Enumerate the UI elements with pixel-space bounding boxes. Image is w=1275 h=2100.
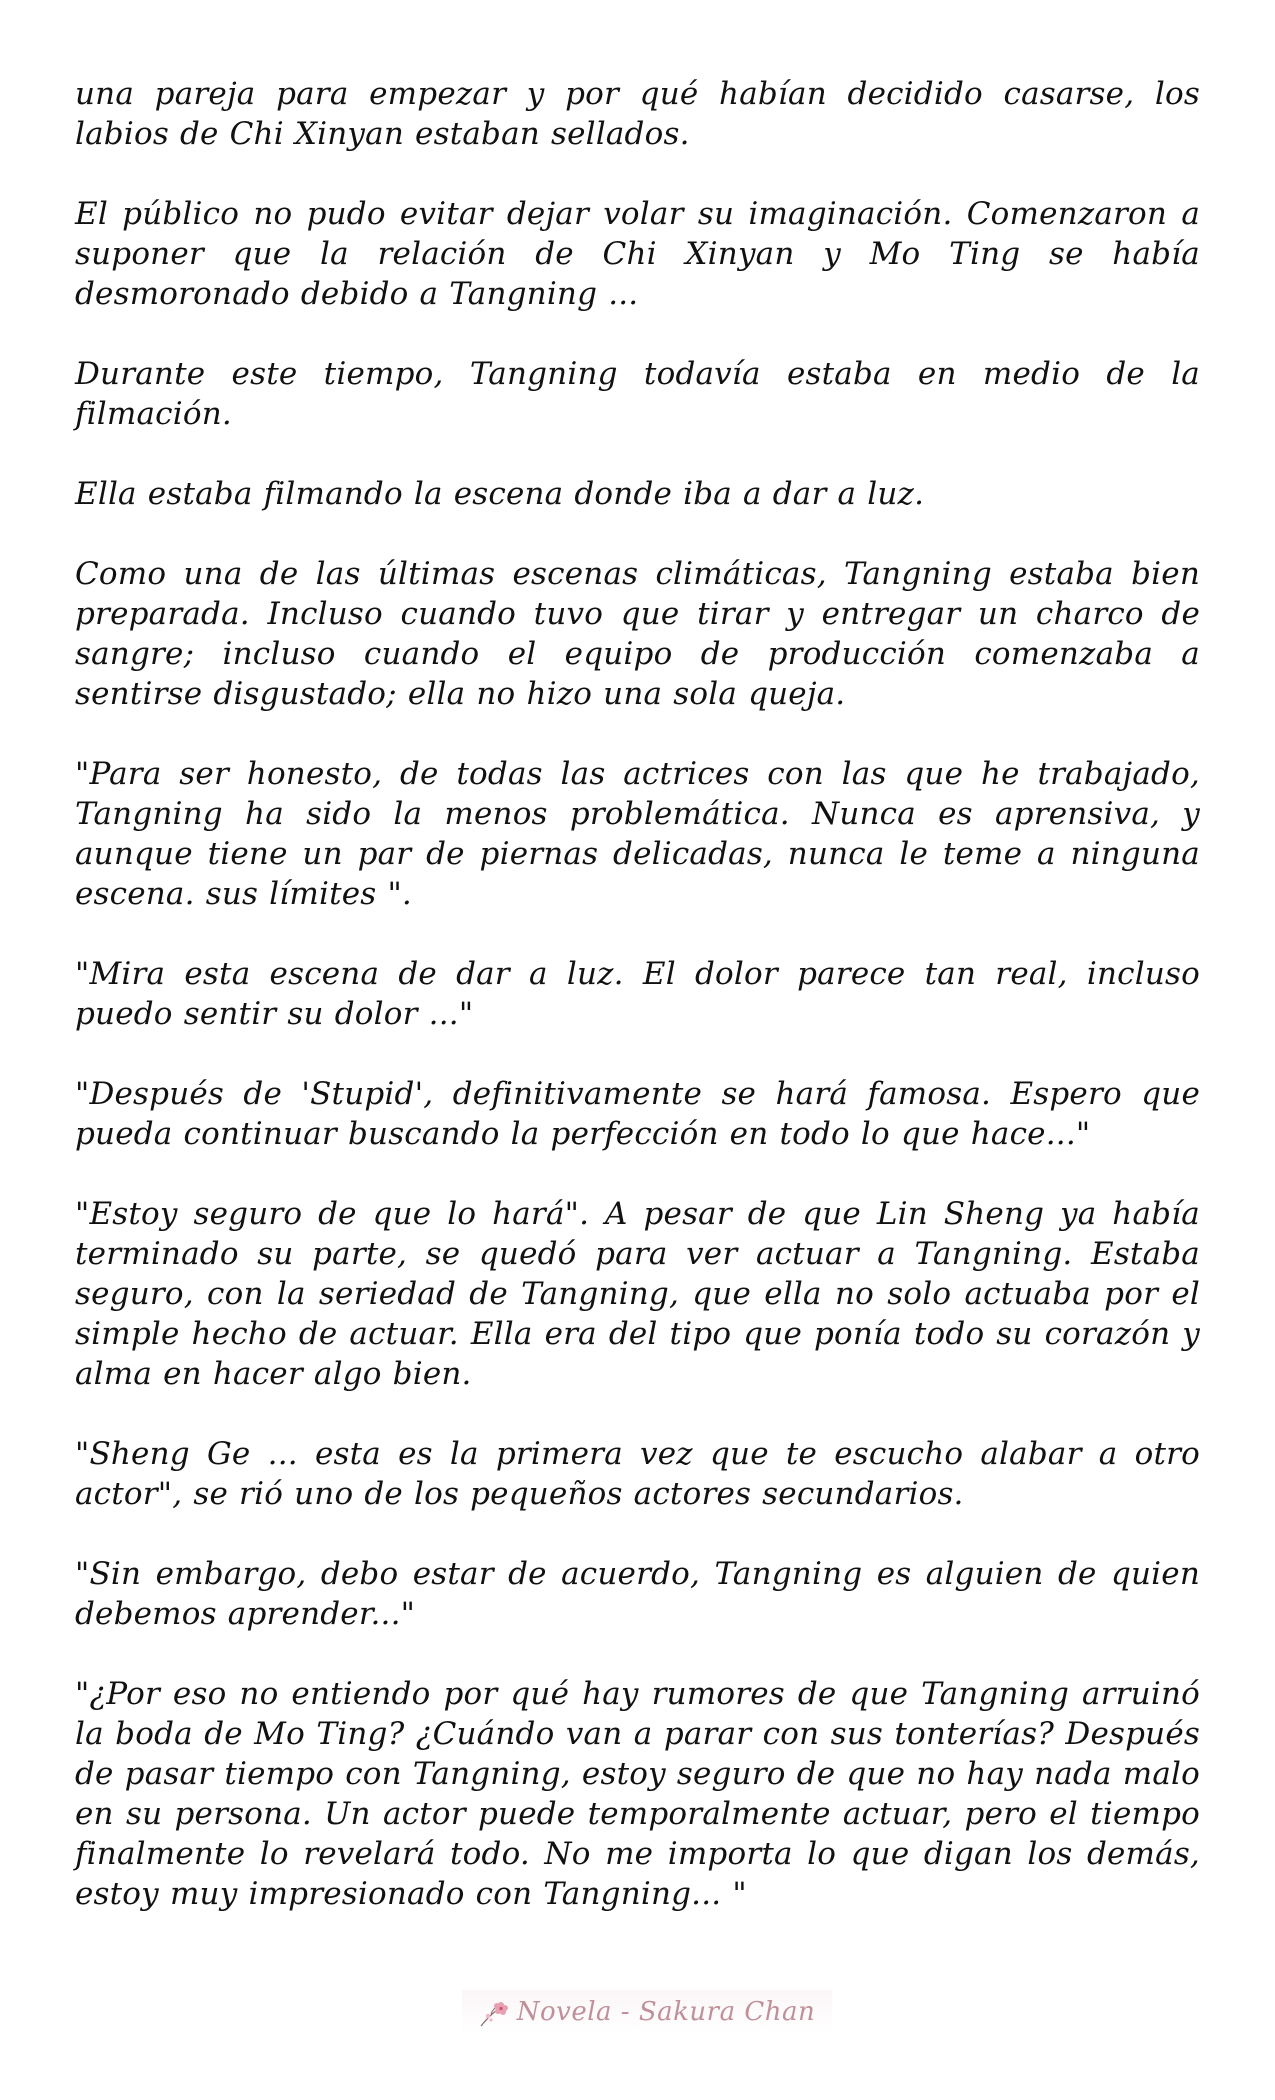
paragraph: "Sheng Ge ... esta es la primera vez que te escucho alabar a otro actor", se rió uno de los pequeños actores secundarios.	[75, 1436, 1200, 1512]
paragraph: Durante este tiempo, Tangning todavía estaba en medio de la filmación.	[75, 356, 1200, 432]
paragraph: Ella estaba filmando la escena donde iba a dar a luz.	[75, 476, 925, 512]
chapter-text	[75, 74, 1200, 1914]
paragraph: "Estoy seguro de que lo hará". A pesar de que Lin Sheng ya había terminado su parte, se quedó para ver actuar a Tangning. Estaba seguro, con la seriedad de Tangning, que ella no solo actuaba por el simple hecho de actuar. Ella era del tipo que ponía todo su corazón y alma en hacer algo bien.	[75, 1196, 1200, 1392]
paragraph: Como una de las últimas escenas climáticas, Tangning estaba bien preparada. Incluso cuando tuvo que tirar y entregar un charco de sangre; incluso cuando el equipo de producción comenzaba a sentirse disgustado; ella no hizo una sola queja.	[75, 556, 1200, 712]
watermark	[462, 1990, 832, 2034]
paragraph: El público no pudo evitar dejar volar su imaginación. Comenzaron a suponer que la relación de Chi Xinyan y Mo Ting se había desmoronado debido a Tangning ...	[75, 196, 1200, 312]
paragraph: "Para ser honesto, de todas las actrices con las que he trabajado, Tangning ha sido la menos problemática. Nunca es aprensiva, y aunque tiene un par de piernas delicadas, nunca le teme a ninguna escena. sus límites ".	[75, 756, 1200, 912]
paragraph: "¿Por eso no entiendo por qué hay rumores de que Tangning arruinó la boda de Mo Ting? ¿Cuándo van a parar con sus tonterías? Después de pasar tiempo con Tangning, estoy seguro de que no hay nada malo en su persona. Un actor puede temporalmente actuar, pero el tiempo finalmente lo revelará todo. No me importa lo que digan los demás, estoy muy impresionado con Tangning... "	[75, 1676, 1200, 1912]
paragraph: una pareja para empezar y por qué habían decidido casarse, los labios de Chi Xinyan estaban sellados.	[75, 76, 1200, 152]
paragraph: "Mira esta escena de dar a luz. El dolor parece tan real, incluso puedo sentir su dolor ..."	[75, 956, 1200, 1032]
sakura-flower-icon	[479, 1996, 511, 2028]
paragraph: "Después de 'Stupid', definitivamente se hará famosa. Espero que pueda continuar buscando la perfección en todo lo que hace..."	[75, 1076, 1200, 1152]
watermark-label: Novela - Sakura Chan	[516, 1997, 816, 2027]
paragraph: "Sin embargo, debo estar de acuerdo, Tangning es alguien de quien debemos aprender..."	[75, 1556, 1200, 1632]
